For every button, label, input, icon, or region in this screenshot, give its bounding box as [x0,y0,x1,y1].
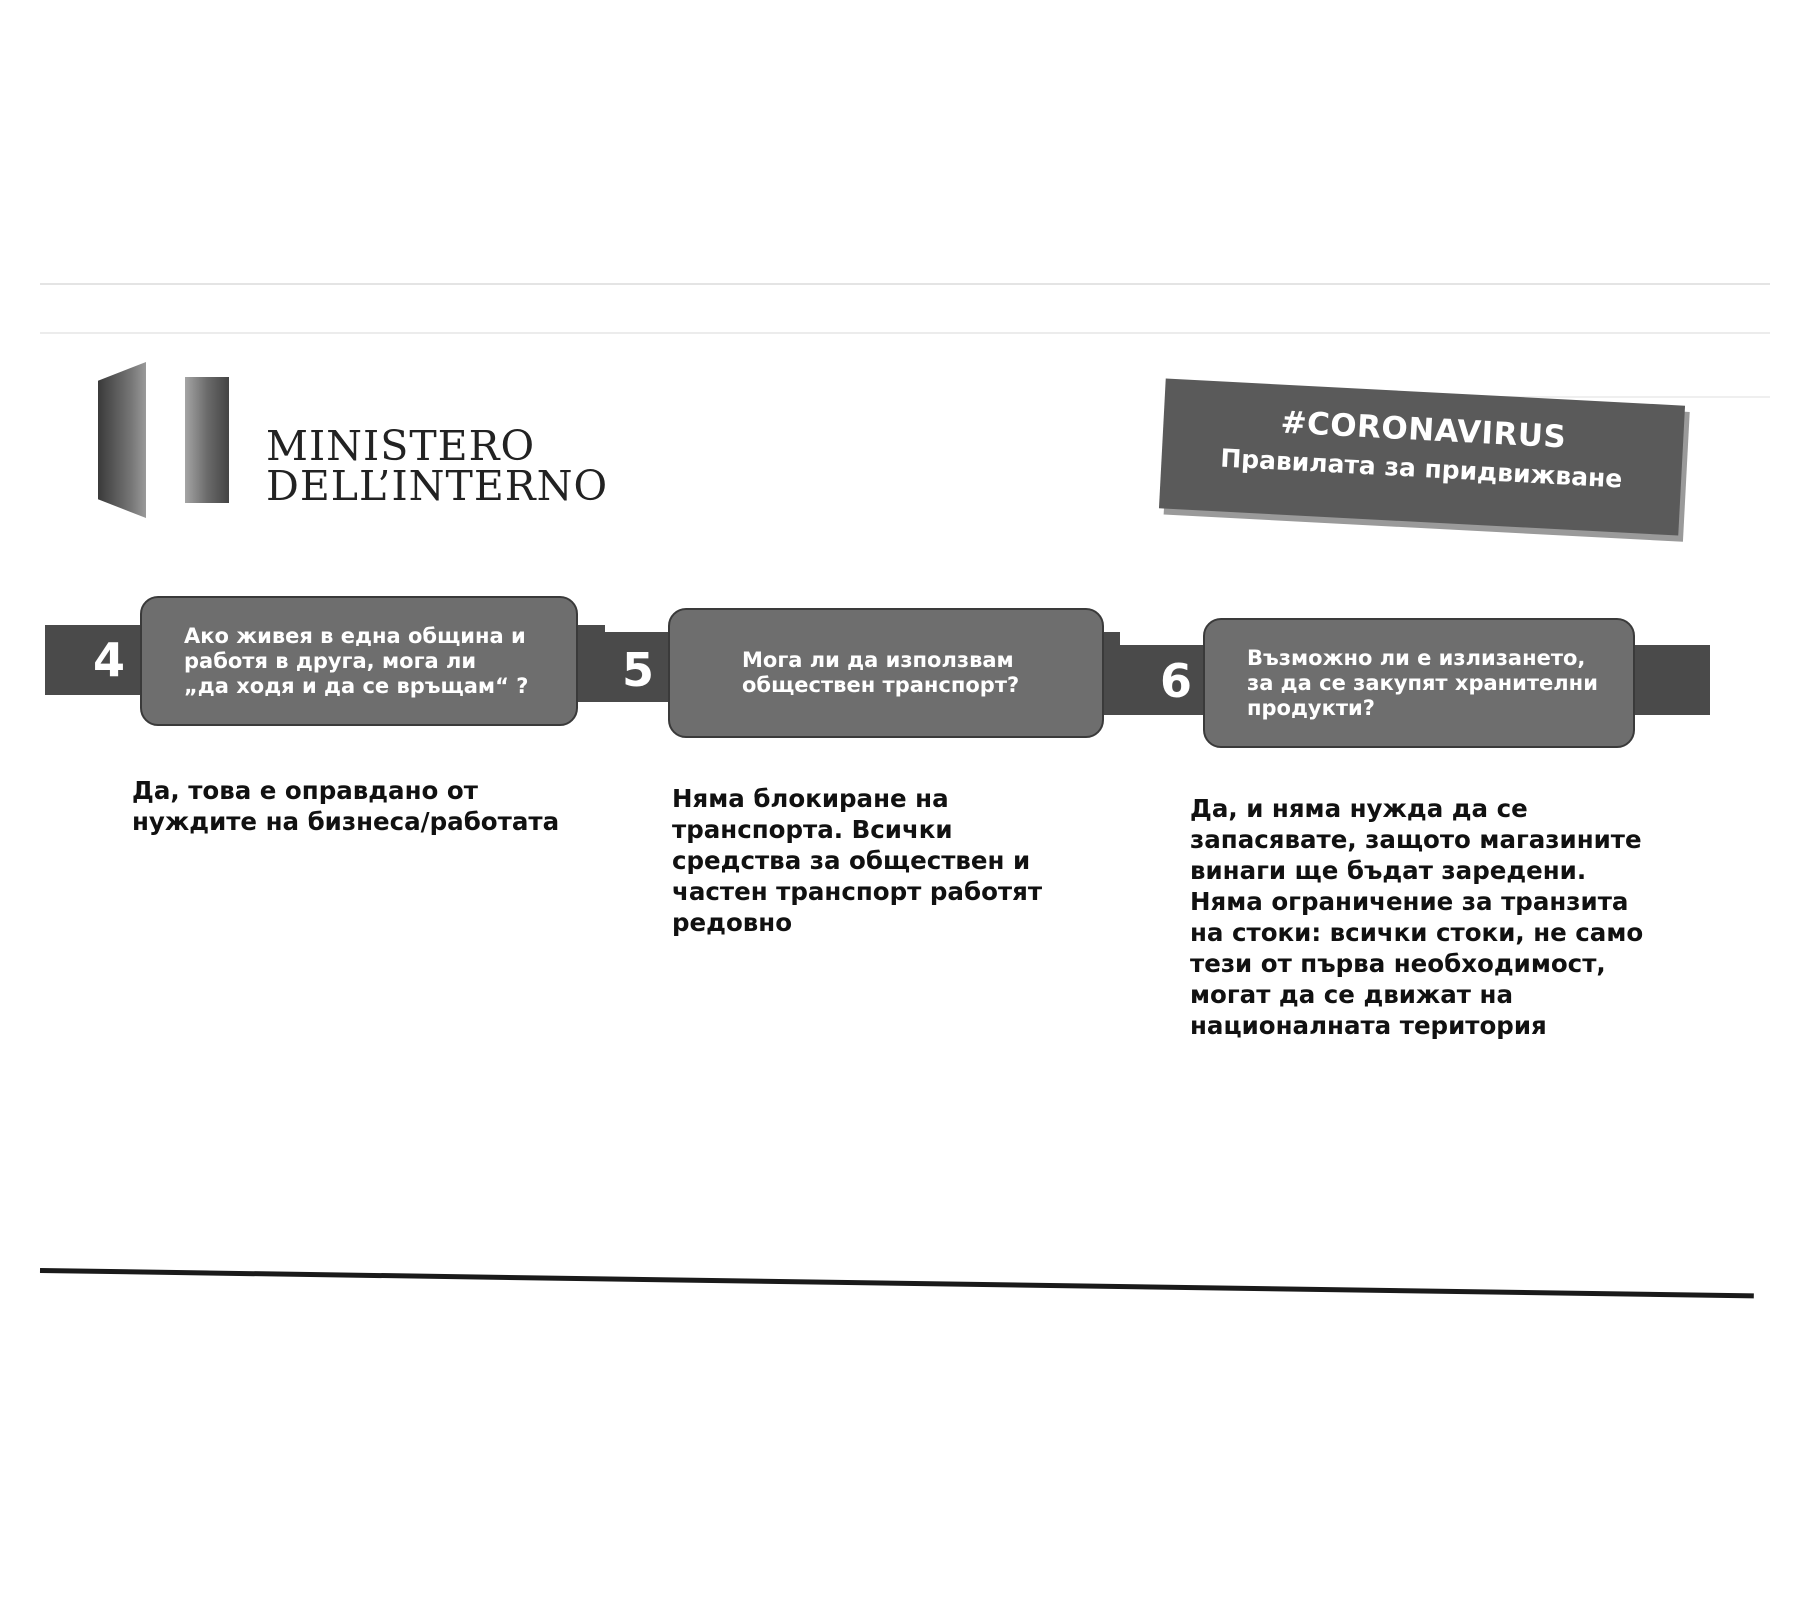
question-box [668,608,1104,738]
answer-line: Да, това е оправдано от [132,776,478,805]
step-number: 5 [622,643,655,697]
logo-line-2: DELL’INTERNO [266,462,609,510]
answer-line: запасявате, защото магазините [1190,825,1642,854]
question-line: Мога ли да използвам [742,648,1014,672]
coronavirus-badge [1159,378,1685,535]
scan-rule [40,283,1770,285]
answer-line: националната територия [1190,1011,1547,1040]
answer-line: на стоки: всички стоки, не само [1190,918,1644,947]
question-line: Възможно ли е излизането, [1247,645,1586,670]
ministry-logo [98,362,658,522]
answer-line: Да, и няма нужда да се [1190,794,1528,823]
scan-rule [40,332,1770,334]
question-line: Ако живея в една община и [184,623,526,648]
answer-line: частен транспорт работят [672,877,1043,906]
question-line: работя в друга, мога ли [184,648,477,673]
question-line: за да се закупят хранителни [1247,670,1598,695]
step-number: 4 [93,633,126,687]
question-line: „да ходя и да се връщам“ ? [184,673,529,698]
answer-line: нуждите на бизнеса/работата [132,807,560,836]
question-text [184,624,528,699]
badge-hashtag: #CORONAVIRUS [1279,404,1568,456]
question-line: обществен транспорт? [742,673,1020,697]
answer-line: Няма ограничение за транзита [1190,887,1629,916]
answer-line: тези от първа необходимост, [1190,949,1606,978]
answer-text [132,775,592,837]
answer-line: транспорта. Всички [672,815,953,844]
question-box [140,596,578,726]
answer-line: винаги ще бъдат заредени. [1190,856,1587,885]
answer-line: могат да се движат на [1190,980,1513,1009]
answer-text [1190,793,1670,1041]
bottom-divider [40,1268,1754,1298]
answer-text [672,783,1112,938]
step-number: 6 [1160,654,1193,708]
question-text [1247,646,1598,721]
answer-line: средства за обществен и [672,846,1031,875]
question-text [742,648,1019,698]
question-line: продукти? [1247,695,1375,720]
question-box [1203,618,1635,748]
logo-pillar-icon [185,377,229,503]
badge-subtitle: Правилата за придвижване [1219,443,1624,494]
answer-line: редовно [672,908,793,937]
logo-text [266,422,609,510]
answer-line: Няма блокиране на [672,784,949,813]
logo-line-1: MINISTERO [266,422,536,470]
logo-door-icon [98,362,146,518]
